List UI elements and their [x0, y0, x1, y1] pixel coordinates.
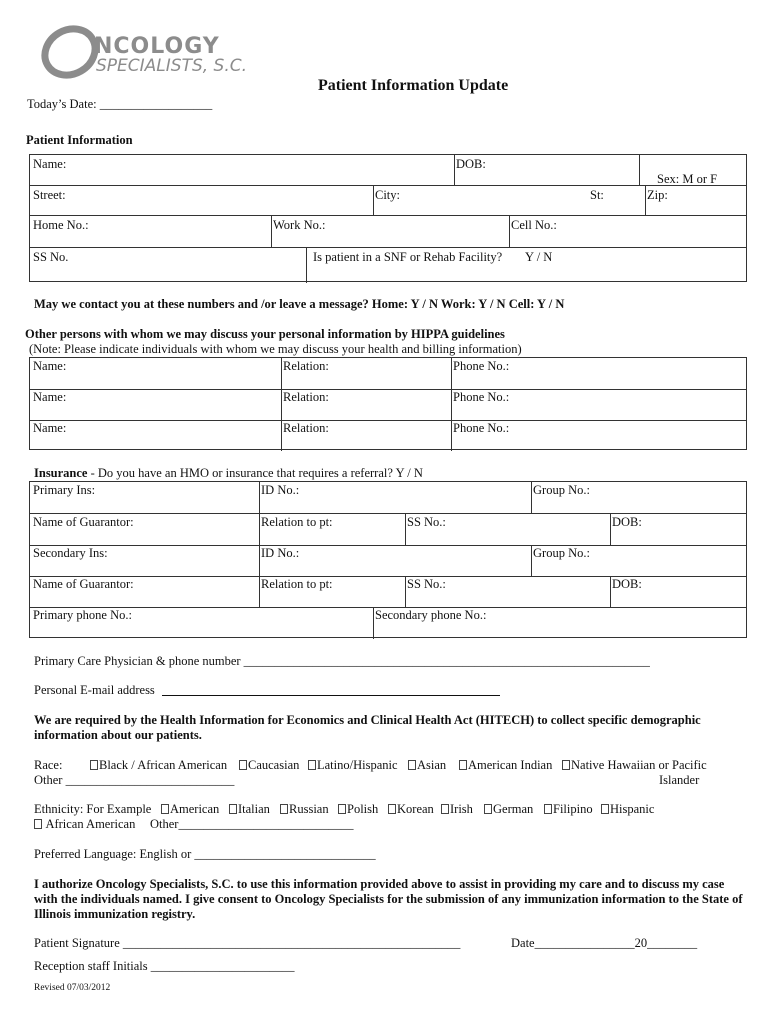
checkbox-icon[interactable]	[34, 819, 42, 829]
others-heading: Other persons with whom we may discuss your personal information by HIPPA guidelines	[25, 327, 505, 341]
checkbox-icon[interactable]	[90, 760, 98, 770]
race-opt-american-indian[interactable]	[459, 758, 552, 773]
logo-line1: NCOLOGY	[94, 34, 220, 59]
other-phone-3[interactable]: Phone No.:	[453, 421, 510, 435]
other-name-2[interactable]: Name:	[33, 390, 67, 404]
checkbox-icon[interactable]	[388, 804, 396, 814]
race-opt-latino-label: Latino/Hispanic	[317, 758, 398, 772]
eth-opt-african-american-label: African American	[45, 817, 136, 831]
zip-field[interactable]: Zip:	[647, 188, 668, 202]
other-name-1[interactable]: Name:	[33, 359, 67, 373]
email-input-line[interactable]	[162, 683, 500, 696]
checkbox-icon[interactable]	[484, 804, 492, 814]
todays-date: Today’s Date: __________________	[27, 97, 213, 111]
dob-field[interactable]: DOB:	[456, 157, 486, 171]
eth-opt-american[interactable]	[161, 802, 219, 817]
sex-field[interactable]: Sex: M or F	[657, 172, 718, 186]
checkbox-icon[interactable]	[408, 760, 416, 770]
logo-o-mark	[40, 24, 100, 80]
primary-ins-field[interactable]: Primary Ins:	[33, 483, 96, 497]
revised-note: Revised 07/03/2012	[34, 983, 111, 993]
checkbox-icon[interactable]	[459, 760, 467, 770]
others-note: (Note: Please indicate individuals with whom we may discuss your health and billing information)	[29, 342, 522, 356]
checkbox-icon[interactable]	[544, 804, 552, 814]
pcp-line[interactable]: Primary Care Physician & phone number _________________________________________________________________	[34, 654, 650, 668]
race-opt-asian-label: Asian	[417, 758, 447, 772]
eth-other[interactable]: Other____________________________	[150, 817, 354, 831]
checkbox-icon[interactable]	[601, 804, 609, 814]
race-opt-black-label: Black / African American	[99, 758, 228, 772]
other-relation-1[interactable]: Relation:	[283, 359, 329, 373]
eth-opt-italian[interactable]	[229, 802, 270, 817]
race-opt-hawaiian-label: Native Hawaiian or Pacific	[571, 758, 707, 772]
other-relation-2[interactable]: Relation:	[283, 390, 329, 404]
secondary-phone-field[interactable]: Secondary phone No.:	[375, 608, 487, 622]
ss-field[interactable]: SS No.	[33, 250, 69, 264]
eth-opt-american-label: American	[170, 802, 220, 816]
other-phone-1[interactable]: Phone No.:	[453, 359, 510, 373]
guarantor-dob-2-field[interactable]: DOB:	[612, 577, 642, 591]
eth-opt-polish[interactable]	[338, 802, 378, 817]
checkbox-icon[interactable]	[308, 760, 316, 770]
insurance-table	[29, 481, 747, 638]
race-opt-caucasian[interactable]	[239, 758, 299, 773]
secondary-id-field[interactable]: ID No.:	[261, 546, 300, 560]
street-field[interactable]: Street:	[33, 188, 66, 202]
logo-line2: SPECIALISTS, S.C.	[96, 56, 248, 76]
race-label: Race:	[34, 758, 63, 772]
eth-opt-irish[interactable]	[441, 802, 473, 817]
primary-group-field[interactable]: Group No.:	[533, 483, 590, 497]
eth-opt-filipino[interactable]	[544, 802, 593, 817]
eth-opt-polish-label: Polish	[347, 802, 379, 816]
eth-opt-african-american[interactable]	[34, 817, 135, 832]
authorize-text-3: Illinois immunization registry.	[34, 907, 196, 921]
guarantor-ss-1-field[interactable]: SS No.:	[407, 515, 446, 529]
name-field[interactable]: Name:	[33, 157, 67, 171]
race-islander: Islander	[659, 773, 700, 787]
logo	[40, 24, 270, 80]
secondary-ins-field[interactable]: Secondary Ins:	[33, 546, 108, 560]
eth-opt-italian-label: Italian	[238, 802, 270, 816]
city-field[interactable]: City:	[375, 188, 401, 202]
work-phone-field[interactable]: Work No.:	[273, 218, 326, 232]
other-persons-table	[29, 357, 747, 450]
other-relation-3[interactable]: Relation:	[283, 421, 329, 435]
insurance-referral-question: - Do you have an HMO or insurance that requires a referral? Y / N	[87, 466, 423, 480]
primary-phone-field[interactable]: Primary phone No.:	[33, 608, 132, 622]
eth-opt-hispanic[interactable]	[601, 802, 654, 817]
race-opt-black[interactable]	[90, 758, 227, 773]
checkbox-icon[interactable]	[229, 804, 237, 814]
patient-info-table	[29, 154, 747, 282]
relation-pt-1-field[interactable]: Relation to pt:	[261, 515, 333, 529]
checkbox-icon[interactable]	[161, 804, 169, 814]
page-title: Patient Information Update	[318, 77, 509, 94]
hitech-text-1: We are required by the Health Information for Economics and Clinical Health Act (HITECH) to collect specific demographic	[34, 713, 701, 727]
home-phone-field[interactable]: Home No.:	[33, 218, 89, 232]
hitech-text-2: information about our patients.	[34, 728, 202, 742]
guarantor-dob-1-field[interactable]: DOB:	[612, 515, 642, 529]
checkbox-icon[interactable]	[280, 804, 288, 814]
eth-opt-german-label: German	[493, 802, 534, 816]
other-name-3[interactable]: Name:	[33, 421, 67, 435]
email-row	[34, 683, 500, 698]
state-field[interactable]: St:	[590, 188, 604, 202]
secondary-group-field[interactable]: Group No.:	[533, 546, 590, 560]
eth-opt-filipino-label: Filipino	[553, 802, 593, 816]
guarantor-1-field[interactable]: Name of Guarantor:	[33, 515, 134, 529]
insurance-question	[34, 466, 423, 481]
eth-opt-german[interactable]	[484, 802, 533, 817]
staff-initials-line[interactable]: Reception staff Initials _______________________	[34, 959, 295, 973]
race-opt-caucasian-label: Caucasian	[248, 758, 300, 772]
race-opt-hawaiian[interactable]	[562, 758, 707, 773]
snf-question: Is patient in a SNF or Rehab Facility?	[313, 250, 503, 264]
authorize-text-2: with the individuals named. I give consent to Oncology Specialists for the submission of any immunization information to the State of	[34, 892, 743, 906]
primary-id-field[interactable]: ID No.:	[261, 483, 300, 497]
eth-opt-korean[interactable]	[388, 802, 434, 817]
authorize-text-1: I authorize Oncology Specialists, S.C. to use this information provided above to assist in providing my care and to discuss my case	[34, 877, 725, 891]
email-label: Personal E-mail address	[34, 683, 155, 697]
race-opt-latino[interactable]	[308, 758, 398, 773]
eth-opt-hispanic-label: Hispanic	[610, 802, 655, 816]
race-other[interactable]: Other ___________________________	[34, 773, 235, 787]
guarantor-ss-2-field[interactable]: SS No.:	[407, 577, 446, 591]
patient-info-heading: Patient Information	[26, 133, 133, 147]
checkbox-icon[interactable]	[562, 760, 570, 770]
race-opt-american-indian-label: American Indian	[468, 758, 553, 772]
preferred-language[interactable]: Preferred Language: English or _____________________________	[34, 847, 376, 861]
contact-question: May we contact you at these numbers and /or leave a message? Home: Y / N Work: Y / N Cell: Y / N	[34, 297, 565, 311]
snf-yn[interactable]: Y / N	[525, 250, 553, 264]
checkbox-icon[interactable]	[441, 804, 449, 814]
guarantor-2-field[interactable]: Name of Guarantor:	[33, 577, 134, 591]
eth-opt-russian[interactable]	[280, 802, 329, 817]
date-line[interactable]: Date________________20________	[511, 936, 698, 950]
relation-pt-2-field[interactable]: Relation to pt:	[261, 577, 333, 591]
eth-opt-korean-label: Korean	[397, 802, 434, 816]
race-opt-asian[interactable]	[408, 758, 446, 773]
checkbox-icon[interactable]	[338, 804, 346, 814]
ethnicity-label: Ethnicity: For Example	[34, 802, 152, 816]
other-phone-2[interactable]: Phone No.:	[453, 390, 510, 404]
eth-opt-russian-label: Russian	[289, 802, 329, 816]
insurance-label: Insurance	[34, 466, 88, 480]
eth-opt-irish-label: Irish	[450, 802, 473, 816]
cell-phone-field[interactable]: Cell No.:	[511, 218, 557, 232]
checkbox-icon[interactable]	[239, 760, 247, 770]
signature-line[interactable]: Patient Signature ______________________________________________________	[34, 936, 461, 950]
